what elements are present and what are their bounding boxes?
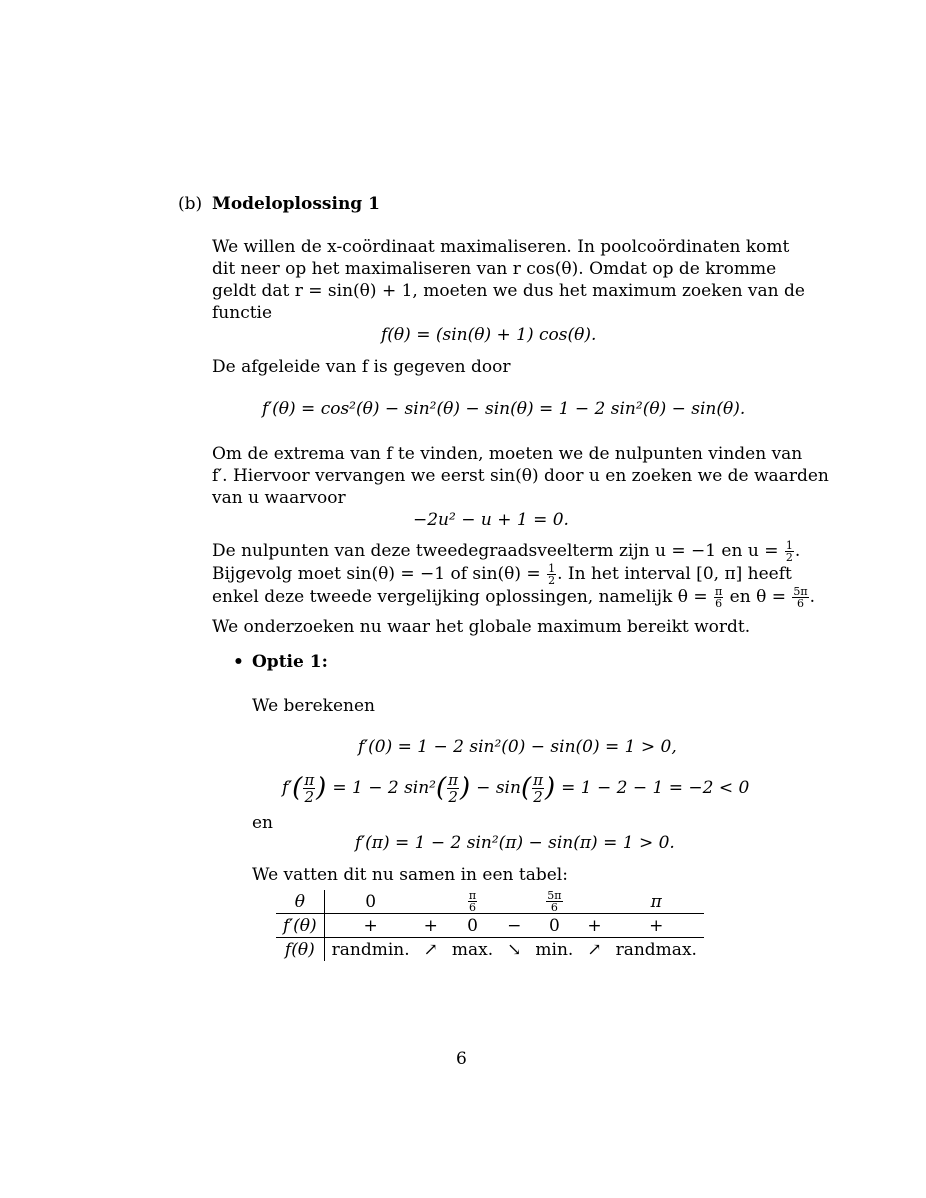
equation-f-at-pi-half: f′ ( $\frac{\pi}{2}$ ) = 1 − 2 sin² ( $\frac{\pi}{2}$ ) − sin ( $\frac{\pi}{2}$ ) = 1 − 2 − 1 = −2 < 0	[282, 770, 750, 806]
equation-quadratic: −2u² − u + 1 = 0.	[413, 510, 569, 530]
table-cell: π	[650, 891, 662, 912]
table-cell	[580, 890, 608, 914]
table-header-theta: θ	[276, 890, 324, 914]
table-cell: max.	[445, 938, 500, 962]
intro-line-1: We willen de x-coördinaat maximaliseren. In poolcoördinaten komt	[212, 237, 790, 257]
global-max-line: We onderzoeken nu waar het globale maximum bereikt wordt.	[212, 617, 751, 637]
table-cell: randmin.	[324, 938, 417, 962]
table-cell: +	[609, 914, 704, 938]
fraction-one-half: $\frac{1}{2}$	[785, 539, 793, 564]
arrow-up-right-icon: ↗	[417, 938, 445, 962]
table-header-fprime: f′(θ)	[276, 914, 324, 938]
derivative-intro: De afgeleide van f is gegeven door	[212, 357, 511, 377]
bullet: •	[233, 652, 244, 672]
arrow-down-right-icon: ↘	[500, 938, 528, 962]
table-cell	[500, 890, 528, 914]
table-intro: We vatten dit nu samen in een tabel:	[252, 865, 568, 885]
table-row-theta	[276, 890, 704, 914]
equation-f-at-0: f′(0) = 1 − 2 sin²(0) − sin(0) = 1 > 0,	[358, 737, 677, 757]
table-cell	[417, 890, 445, 914]
section-title: Modeloplossing 1	[212, 194, 380, 214]
fraction-pi-over-2: $\frac{\pi}{2}$	[448, 770, 459, 806]
fraction-pi-over-6: $\frac{\pi}{6}$	[468, 889, 477, 914]
extrema-line-3: van u waarvoor	[212, 488, 346, 508]
fraction-pi-over-6: $\frac{\pi}{6}$	[715, 585, 723, 610]
table-cell	[528, 890, 580, 914]
intro-line-3: geldt dat r = sin(θ) + 1, moeten we dus het maximum zoeken van de	[212, 281, 805, 301]
table-header-f: f(θ)	[276, 938, 324, 962]
fraction-pi-over-2: $\frac{\pi}{2}$	[304, 770, 315, 806]
table-cell: 0	[445, 914, 500, 938]
option-title: Optie 1:	[252, 652, 328, 672]
table-cell: +	[324, 914, 417, 938]
table-cell: min.	[528, 938, 580, 962]
sign-table	[276, 890, 704, 961]
table-cell: randmax.	[609, 938, 704, 962]
table-cell: −	[500, 914, 528, 938]
roots-line-1: De nulpunten van deze tweedegraadsveelterm zijn u = −1 en u = $\frac{1}{2}$ .	[212, 539, 801, 564]
intro-line-2: dit neer op het maximaliseren van r cos(θ). Omdat op de kromme	[212, 259, 777, 279]
intro-line-4: functie	[212, 303, 273, 323]
table-cell: 0	[528, 914, 580, 938]
extrema-line-2: f′. Hiervoor vervangen we eerst sin(θ) door u en zoeken we de waarden	[212, 466, 829, 486]
arrow-up-right-icon: ↗	[580, 938, 608, 962]
table-row-f	[276, 938, 704, 962]
table-cell: 0	[365, 891, 377, 912]
fraction-pi-over-2: $\frac{\pi}{2}$	[533, 770, 543, 806]
roots-line-3: enkel deze tweede vergelijking oplossingen, namelijk θ = $\frac{\pi}{6}$ en θ = $\frac{5\pi}{6}$ .	[212, 585, 815, 610]
table-cell: +	[417, 914, 445, 938]
page-number: 6	[456, 1049, 467, 1069]
equation-f: f(θ) = (sin(θ) + 1) cos(θ).	[381, 325, 597, 345]
roots-line-2: Bijgevolg moet sin(θ) = −1 of sin(θ) = $\frac{1}{2}$ . In het interval [0, π] heeft	[212, 562, 792, 587]
table-cell	[445, 890, 500, 914]
en-word: en	[252, 813, 274, 833]
section-label: (b)	[178, 194, 203, 214]
table-row-fprime	[276, 914, 704, 938]
equation-fprime: f′(θ) = cos²(θ) − sin²(θ) − sin(θ) = 1 − 2 sin²(θ) − sin(θ).	[262, 399, 746, 419]
compute-intro: We berekenen	[252, 696, 376, 716]
extrema-line-1: Om de extrema van f te vinden, moeten we de nulpunten vinden van	[212, 444, 803, 464]
table-cell: +	[580, 914, 608, 938]
fraction-5pi-over-6: $\frac{5\pi}{6}$	[547, 889, 562, 914]
fraction-5pi-over-6: $\frac{5\pi}{6}$	[793, 585, 808, 610]
equation-f-at-pi: f′(π) = 1 − 2 sin²(π) − sin(π) = 1 > 0.	[355, 833, 675, 853]
fraction-one-half: $\frac{1}{2}$	[548, 562, 556, 587]
